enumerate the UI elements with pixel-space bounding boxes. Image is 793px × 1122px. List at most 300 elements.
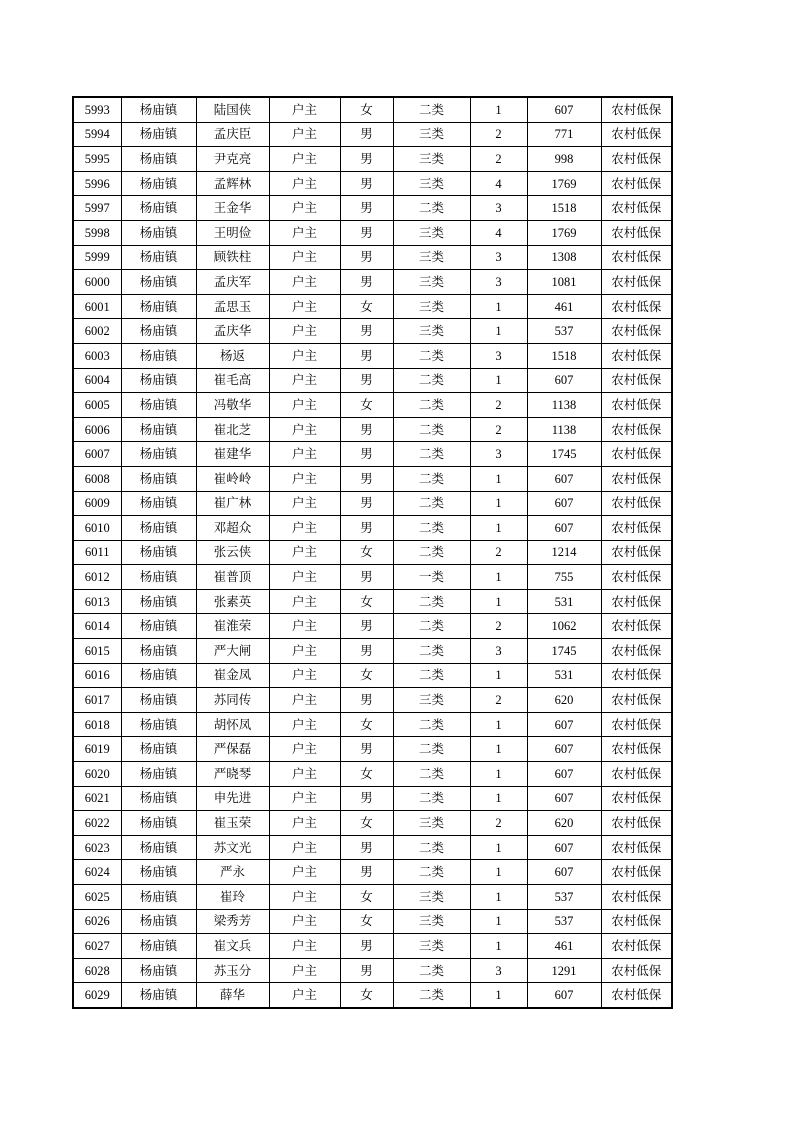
amount-cell: 1518 [527,343,601,368]
amount-cell: 607 [527,516,601,541]
gender-cell: 女 [340,294,393,319]
role-cell: 户主 [269,688,340,713]
name-cell: 张云侠 [196,540,269,565]
role-cell: 户主 [269,516,340,541]
name-cell: 崔建华 [196,442,269,467]
name-cell: 崔广林 [196,491,269,516]
amount-cell: 1081 [527,270,601,295]
assistance-type-cell: 农村低保 [601,909,672,934]
row-number-cell: 6008 [73,466,121,491]
assistance-type-cell: 农村低保 [601,983,672,1008]
assistance-type-cell: 农村低保 [601,688,672,713]
role-cell: 户主 [269,147,340,172]
gender-cell: 男 [340,688,393,713]
name-cell: 邓超众 [196,516,269,541]
role-cell: 户主 [269,639,340,664]
table-row [73,171,672,196]
household-size-cell: 1 [470,368,527,393]
gender-cell: 男 [340,934,393,959]
household-size-cell: 1 [470,319,527,344]
assistance-type-cell: 农村低保 [601,786,672,811]
category-cell: 二类 [393,491,470,516]
category-cell: 三类 [393,934,470,959]
category-cell: 二类 [393,196,470,221]
town-cell: 杨庙镇 [121,294,196,319]
assistance-type-cell: 农村低保 [601,811,672,836]
assistance-type-cell: 农村低保 [601,663,672,688]
name-cell: 陆国侠 [196,97,269,122]
name-cell: 申先进 [196,786,269,811]
town-cell: 杨庙镇 [121,762,196,787]
table-row [73,270,672,295]
table-row [73,589,672,614]
table-row [73,909,672,934]
name-cell: 苏同传 [196,688,269,713]
assistance-type-cell: 农村低保 [601,147,672,172]
household-size-cell: 1 [470,909,527,934]
assistance-type-cell: 农村低保 [601,171,672,196]
row-number-cell: 6002 [73,319,121,344]
gender-cell: 男 [340,860,393,885]
category-cell: 二类 [393,663,470,688]
gender-cell: 男 [340,196,393,221]
assistance-type-cell: 农村低保 [601,343,672,368]
gender-cell: 男 [340,147,393,172]
table-row [73,835,672,860]
name-cell: 梁秀芳 [196,909,269,934]
row-number-cell: 6014 [73,614,121,639]
town-cell: 杨庙镇 [121,934,196,959]
gender-cell: 男 [340,466,393,491]
category-cell: 二类 [393,442,470,467]
town-cell: 杨庙镇 [121,466,196,491]
gender-cell: 男 [340,270,393,295]
amount-cell: 1745 [527,639,601,664]
household-size-cell: 1 [470,737,527,762]
row-number-cell: 5996 [73,171,121,196]
household-size-cell: 1 [470,565,527,590]
role-cell: 户主 [269,442,340,467]
gender-cell: 男 [340,220,393,245]
household-size-cell: 2 [470,540,527,565]
role-cell: 户主 [269,122,340,147]
town-cell: 杨庙镇 [121,958,196,983]
assistance-type-cell: 农村低保 [601,368,672,393]
name-cell: 崔北芝 [196,417,269,442]
table-row [73,466,672,491]
role-cell: 户主 [269,958,340,983]
town-cell: 杨庙镇 [121,540,196,565]
gender-cell: 女 [340,393,393,418]
amount-cell: 1769 [527,171,601,196]
household-size-cell: 2 [470,688,527,713]
name-cell: 王明俭 [196,220,269,245]
role-cell: 户主 [269,343,340,368]
amount-cell: 607 [527,491,601,516]
table-row [73,860,672,885]
amount-cell: 1518 [527,196,601,221]
household-size-cell: 4 [470,220,527,245]
assistance-type-cell: 农村低保 [601,958,672,983]
name-cell: 严大闸 [196,639,269,664]
role-cell: 户主 [269,885,340,910]
role-cell: 户主 [269,737,340,762]
category-cell: 一类 [393,565,470,590]
amount-cell: 537 [527,909,601,934]
row-number-cell: 6007 [73,442,121,467]
town-cell: 杨庙镇 [121,614,196,639]
table-row [73,958,672,983]
name-cell: 崔玉荣 [196,811,269,836]
assistance-type-cell: 农村低保 [601,122,672,147]
town-cell: 杨庙镇 [121,368,196,393]
row-number-cell: 6020 [73,762,121,787]
table-row [73,220,672,245]
role-cell: 户主 [269,196,340,221]
role-cell: 户主 [269,491,340,516]
household-size-cell: 1 [470,762,527,787]
town-cell: 杨庙镇 [121,171,196,196]
gender-cell: 男 [340,835,393,860]
category-cell: 三类 [393,245,470,270]
amount-cell: 1769 [527,220,601,245]
table-row [73,663,672,688]
row-number-cell: 6005 [73,393,121,418]
household-size-cell: 2 [470,122,527,147]
row-number-cell: 6019 [73,737,121,762]
category-cell: 二类 [393,393,470,418]
name-cell: 杨返 [196,343,269,368]
town-cell: 杨庙镇 [121,835,196,860]
name-cell: 孟庆华 [196,319,269,344]
role-cell: 户主 [269,934,340,959]
table-row [73,442,672,467]
household-size-cell: 1 [470,786,527,811]
household-size-cell: 1 [470,835,527,860]
town-cell: 杨庙镇 [121,885,196,910]
row-number-cell: 6025 [73,885,121,910]
category-cell: 二类 [393,958,470,983]
name-cell: 严永 [196,860,269,885]
household-size-cell: 4 [470,171,527,196]
town-cell: 杨庙镇 [121,319,196,344]
table-row [73,712,672,737]
row-number-cell: 6010 [73,516,121,541]
table-row [73,688,672,713]
town-cell: 杨庙镇 [121,663,196,688]
household-size-cell: 3 [470,442,527,467]
name-cell: 王金华 [196,196,269,221]
assistance-type-cell: 农村低保 [601,417,672,442]
name-cell: 崔毛高 [196,368,269,393]
category-cell: 二类 [393,97,470,122]
assistance-type-cell: 农村低保 [601,639,672,664]
household-size-cell: 1 [470,712,527,737]
role-cell: 户主 [269,909,340,934]
assistance-type-cell: 农村低保 [601,565,672,590]
row-number-cell: 6013 [73,589,121,614]
household-size-cell: 2 [470,147,527,172]
amount-cell: 998 [527,147,601,172]
role-cell: 户主 [269,983,340,1008]
table-row [73,737,672,762]
table-row [73,196,672,221]
town-cell: 杨庙镇 [121,811,196,836]
row-number-cell: 6012 [73,565,121,590]
household-size-cell: 1 [470,885,527,910]
household-size-cell: 2 [470,614,527,639]
assistance-type-cell: 农村低保 [601,491,672,516]
name-cell: 严保磊 [196,737,269,762]
role-cell: 户主 [269,811,340,836]
amount-cell: 755 [527,565,601,590]
town-cell: 杨庙镇 [121,589,196,614]
category-cell: 二类 [393,368,470,393]
amount-cell: 1745 [527,442,601,467]
assistance-type-cell: 农村低保 [601,516,672,541]
row-number-cell: 6016 [73,663,121,688]
gender-cell: 女 [340,983,393,1008]
table-row [73,491,672,516]
row-number-cell: 5999 [73,245,121,270]
row-number-cell: 6004 [73,368,121,393]
category-cell: 二类 [393,712,470,737]
amount-cell: 607 [527,466,601,491]
household-size-cell: 1 [470,97,527,122]
amount-cell: 1138 [527,393,601,418]
amount-cell: 461 [527,934,601,959]
role-cell: 户主 [269,614,340,639]
category-cell: 二类 [393,737,470,762]
amount-cell: 607 [527,97,601,122]
row-number-cell: 6000 [73,270,121,295]
assistance-type-cell: 农村低保 [601,319,672,344]
amount-cell: 607 [527,786,601,811]
role-cell: 户主 [269,245,340,270]
table-row [73,762,672,787]
gender-cell: 男 [340,516,393,541]
town-cell: 杨庙镇 [121,712,196,737]
table-row [73,319,672,344]
table-row [73,147,672,172]
category-cell: 二类 [393,614,470,639]
town-cell: 杨庙镇 [121,196,196,221]
assistance-type-cell: 农村低保 [601,885,672,910]
amount-cell: 461 [527,294,601,319]
row-number-cell: 5998 [73,220,121,245]
table-row [73,516,672,541]
amount-cell: 531 [527,663,601,688]
row-number-cell: 6006 [73,417,121,442]
role-cell: 户主 [269,270,340,295]
assistance-type-cell: 农村低保 [601,466,672,491]
name-cell: 崔金凤 [196,663,269,688]
gender-cell: 男 [340,737,393,762]
town-cell: 杨庙镇 [121,516,196,541]
category-cell: 二类 [393,983,470,1008]
role-cell: 户主 [269,540,340,565]
amount-cell: 607 [527,368,601,393]
row-number-cell: 6024 [73,860,121,885]
town-cell: 杨庙镇 [121,393,196,418]
row-number-cell: 6001 [73,294,121,319]
amount-cell: 1214 [527,540,601,565]
amount-cell: 537 [527,885,601,910]
town-cell: 杨庙镇 [121,220,196,245]
table-row [73,245,672,270]
row-number-cell: 6023 [73,835,121,860]
table-row [73,368,672,393]
role-cell: 户主 [269,393,340,418]
household-size-cell: 1 [470,934,527,959]
category-cell: 二类 [393,466,470,491]
name-cell: 张素英 [196,589,269,614]
gender-cell: 男 [340,958,393,983]
category-cell: 三类 [393,319,470,344]
role-cell: 户主 [269,835,340,860]
table-row [73,565,672,590]
town-cell: 杨庙镇 [121,786,196,811]
category-cell: 三类 [393,270,470,295]
role-cell: 户主 [269,97,340,122]
assistance-type-cell: 农村低保 [601,442,672,467]
role-cell: 户主 [269,417,340,442]
household-size-cell: 3 [470,639,527,664]
category-cell: 二类 [393,762,470,787]
role-cell: 户主 [269,368,340,393]
row-number-cell: 5993 [73,97,121,122]
assistance-type-cell: 农村低保 [601,589,672,614]
town-cell: 杨庙镇 [121,442,196,467]
town-cell: 杨庙镇 [121,97,196,122]
gender-cell: 女 [340,589,393,614]
assistance-type-cell: 农村低保 [601,835,672,860]
amount-cell: 537 [527,319,601,344]
amount-cell: 607 [527,762,601,787]
town-cell: 杨庙镇 [121,983,196,1008]
table-row [73,343,672,368]
assistance-type-cell: 农村低保 [601,614,672,639]
role-cell: 户主 [269,220,340,245]
amount-cell: 1291 [527,958,601,983]
gender-cell: 男 [340,786,393,811]
gender-cell: 男 [340,614,393,639]
town-cell: 杨庙镇 [121,122,196,147]
assistance-type-cell: 农村低保 [601,540,672,565]
household-size-cell: 1 [470,294,527,319]
name-cell: 冯敬华 [196,393,269,418]
table-row [73,97,672,122]
household-size-cell: 1 [470,516,527,541]
household-size-cell: 2 [470,393,527,418]
gender-cell: 女 [340,909,393,934]
name-cell: 孟辉林 [196,171,269,196]
name-cell: 孟思玉 [196,294,269,319]
gender-cell: 女 [340,885,393,910]
town-cell: 杨庙镇 [121,270,196,295]
category-cell: 二类 [393,589,470,614]
amount-cell: 607 [527,712,601,737]
category-cell: 二类 [393,860,470,885]
town-cell: 杨庙镇 [121,565,196,590]
gender-cell: 男 [340,245,393,270]
table-row [73,934,672,959]
town-cell: 杨庙镇 [121,860,196,885]
name-cell: 胡怀凤 [196,712,269,737]
amount-cell: 1138 [527,417,601,442]
name-cell: 崔岭岭 [196,466,269,491]
category-cell: 二类 [393,540,470,565]
row-number-cell: 6009 [73,491,121,516]
category-cell: 二类 [393,786,470,811]
assistance-type-cell: 农村低保 [601,196,672,221]
category-cell: 二类 [393,516,470,541]
row-number-cell: 6026 [73,909,121,934]
row-number-cell: 6021 [73,786,121,811]
amount-cell: 607 [527,835,601,860]
category-cell: 二类 [393,639,470,664]
row-number-cell: 6015 [73,639,121,664]
row-number-cell: 6029 [73,983,121,1008]
name-cell: 崔文兵 [196,934,269,959]
household-size-cell: 3 [470,958,527,983]
table-row [73,417,672,442]
name-cell: 严晓琴 [196,762,269,787]
town-cell: 杨庙镇 [121,909,196,934]
household-size-cell: 2 [470,417,527,442]
town-cell: 杨庙镇 [121,147,196,172]
household-size-cell: 1 [470,466,527,491]
roster-table [72,96,673,1009]
category-cell: 三类 [393,294,470,319]
category-cell: 三类 [393,220,470,245]
gender-cell: 男 [340,491,393,516]
name-cell: 孟庆臣 [196,122,269,147]
household-size-cell: 3 [470,270,527,295]
table-row [73,122,672,147]
household-size-cell: 1 [470,589,527,614]
role-cell: 户主 [269,589,340,614]
amount-cell: 1308 [527,245,601,270]
gender-cell: 男 [340,343,393,368]
table-row [73,540,672,565]
category-cell: 二类 [393,343,470,368]
gender-cell: 男 [340,639,393,664]
row-number-cell: 6022 [73,811,121,836]
name-cell: 顾铁柱 [196,245,269,270]
table-row [73,786,672,811]
table-row [73,983,672,1008]
assistance-type-cell: 农村低保 [601,860,672,885]
row-number-cell: 6018 [73,712,121,737]
row-number-cell: 6027 [73,934,121,959]
assistance-type-cell: 农村低保 [601,245,672,270]
assistance-type-cell: 农村低保 [601,270,672,295]
name-cell: 苏玉分 [196,958,269,983]
table-row [73,811,672,836]
gender-cell: 男 [340,368,393,393]
roster-body [73,97,672,1008]
table-row [73,639,672,664]
name-cell: 苏文光 [196,835,269,860]
role-cell: 户主 [269,762,340,787]
gender-cell: 女 [340,663,393,688]
town-cell: 杨庙镇 [121,737,196,762]
row-number-cell: 5997 [73,196,121,221]
row-number-cell: 6003 [73,343,121,368]
name-cell: 崔淮荣 [196,614,269,639]
table-row [73,393,672,418]
